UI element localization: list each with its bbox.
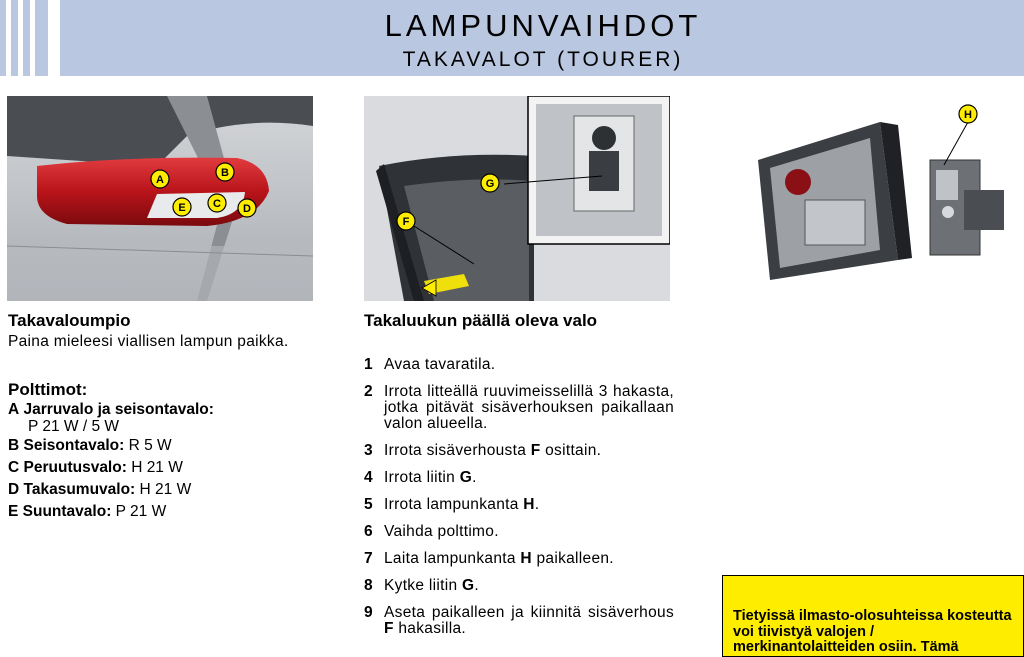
bulbs-heading: Polttimot: bbox=[8, 380, 88, 399]
bulb-spec: P 21 W / 5 W bbox=[28, 418, 120, 435]
step-text: Laita lampunkanta H paikalleen. bbox=[384, 550, 614, 567]
lamp-holder-figure bbox=[740, 100, 1010, 290]
step-number: 2 bbox=[364, 383, 373, 400]
step-list bbox=[364, 357, 674, 648]
header-stripe bbox=[30, 0, 35, 76]
bulb-item-c bbox=[8, 457, 308, 479]
step-item bbox=[364, 578, 674, 594]
bulb-spec: H 21 W bbox=[131, 459, 183, 476]
bulb-list bbox=[8, 401, 308, 523]
step-item bbox=[364, 497, 674, 513]
step-number: 6 bbox=[364, 523, 373, 540]
taillight-heading: Takavaloumpio bbox=[8, 311, 131, 330]
bulb-name: Jarruvalo ja seisontavalo: bbox=[23, 401, 214, 418]
step-text: Irrota lampunkanta H. bbox=[384, 496, 540, 513]
svg-text:E: E bbox=[178, 202, 186, 214]
tailgate-trim-figure bbox=[364, 96, 670, 301]
step-item bbox=[364, 357, 674, 373]
label-h-icon bbox=[959, 105, 977, 123]
header-stripe bbox=[18, 0, 23, 76]
bulb-item-a bbox=[8, 401, 308, 419]
step-text: Irrota sisäverhousta F osittain. bbox=[384, 442, 602, 459]
step-number: 5 bbox=[364, 496, 373, 513]
header-stripe bbox=[6, 0, 11, 76]
page-subtitle: TAKAVALOT (TOURER) bbox=[402, 48, 684, 71]
warning-text: Tietyissä ilmasto-olosuhteissa kosteutta voi tiivistyä valojen / merkinantolaitteiden osiin. Tämä bbox=[733, 608, 1012, 655]
svg-text:H: H bbox=[964, 109, 972, 121]
bulb-spec: P 21 W bbox=[115, 503, 167, 520]
page-header bbox=[0, 0, 1024, 76]
label-c-icon bbox=[208, 194, 226, 212]
step-number: 1 bbox=[364, 356, 373, 373]
step-item bbox=[364, 470, 674, 486]
step-item bbox=[364, 605, 674, 637]
step-text: Irrota litteällä ruuvimeisselillä 3 hakasta, jotka pitävät sisäverhouksen paikallaan valon alueella. bbox=[384, 383, 674, 432]
step-number: 9 bbox=[364, 604, 373, 621]
svg-text:F: F bbox=[402, 216, 410, 228]
bulb-key: C bbox=[8, 459, 20, 476]
svg-text:C: C bbox=[213, 198, 221, 210]
taillight-figure bbox=[7, 96, 313, 301]
bulb-item-b bbox=[8, 435, 308, 457]
label-g-icon bbox=[481, 174, 499, 192]
step-number: 8 bbox=[364, 577, 373, 594]
svg-text:D: D bbox=[243, 203, 251, 215]
step-number: 3 bbox=[364, 442, 373, 459]
svg-text:A: A bbox=[156, 174, 164, 186]
step-text: Avaa tavaratila. bbox=[384, 356, 496, 373]
step-text: Kytke liitin G. bbox=[384, 577, 479, 594]
label-d-icon bbox=[238, 199, 256, 217]
bulb-item-d bbox=[8, 479, 308, 501]
label-e-icon bbox=[173, 198, 191, 216]
page-title: LAMPUNVAIHDOT bbox=[384, 8, 702, 43]
header-stripe bbox=[48, 0, 60, 76]
tailgate-light-heading: Takaluukun päällä oleva valo bbox=[364, 311, 598, 330]
label-a-icon bbox=[151, 170, 169, 188]
warning-box bbox=[722, 575, 1024, 657]
step-text: Vaihda polttimo. bbox=[384, 523, 499, 540]
step-item bbox=[364, 551, 674, 567]
step-text: Irrota liitin G. bbox=[384, 469, 477, 486]
bulb-name: Takasumuvalo: bbox=[23, 481, 136, 498]
bulb-key: E bbox=[8, 503, 19, 520]
bulb-key: B bbox=[8, 437, 20, 454]
bulb-key: D bbox=[8, 481, 20, 498]
svg-text:G: G bbox=[485, 178, 495, 190]
label-b-icon bbox=[216, 163, 234, 181]
svg-text:B: B bbox=[221, 167, 229, 179]
bulb-key: A bbox=[8, 401, 20, 418]
step-number: 4 bbox=[364, 469, 373, 486]
step-text: Aseta paikalleen ja kiinnitä sisäverhous F hakasilla. bbox=[384, 604, 674, 637]
label-f-icon bbox=[397, 212, 415, 230]
bulb-spec: H 21 W bbox=[139, 481, 192, 498]
bulb-name: Suuntavalo: bbox=[22, 503, 112, 520]
step-number: 7 bbox=[364, 550, 373, 567]
step-item bbox=[364, 384, 674, 432]
bulb-name: Peruutusvalo: bbox=[23, 459, 127, 476]
step-item bbox=[364, 524, 674, 540]
bulb-spec: R 5 W bbox=[128, 437, 172, 454]
taillight-intro: Paina mieleesi viallisen lampun paikka. bbox=[8, 333, 289, 350]
bulb-item-e bbox=[8, 501, 308, 523]
bulb-name: Seisontavalo: bbox=[23, 437, 125, 454]
step-item bbox=[364, 443, 674, 459]
